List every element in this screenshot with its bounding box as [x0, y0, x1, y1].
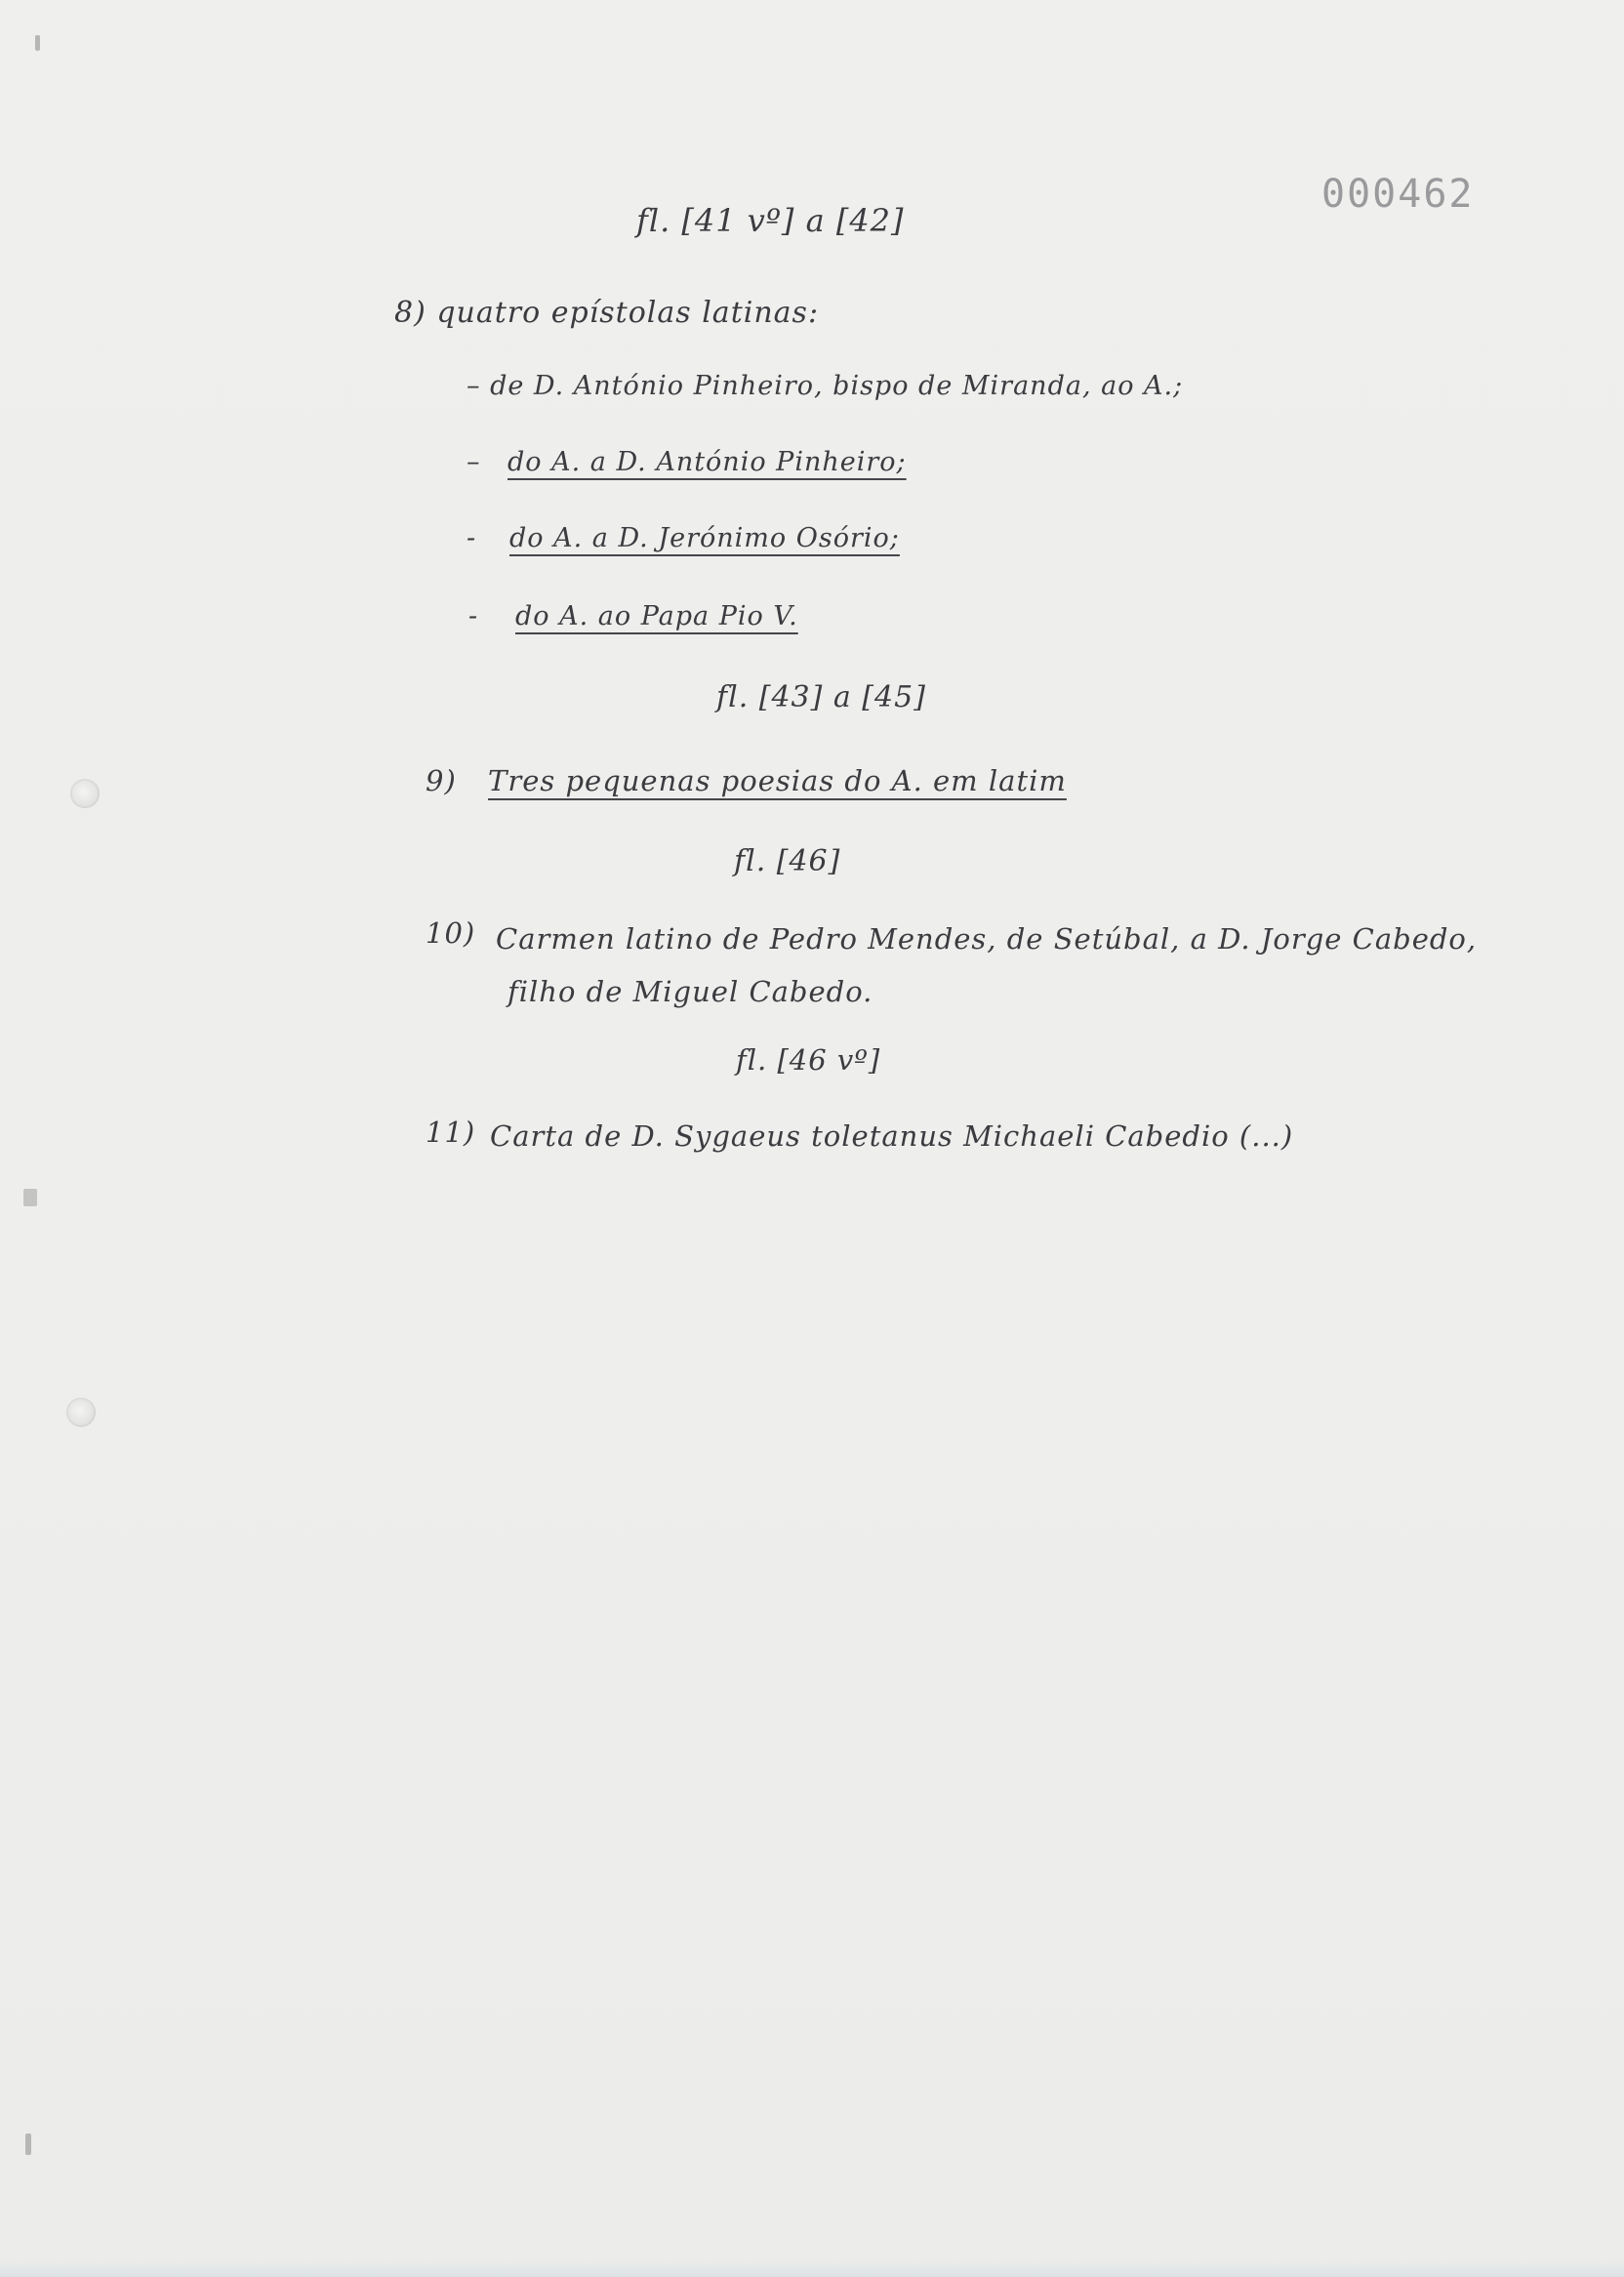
folio-heading: fl. [46 vº] [736, 1043, 881, 1077]
item-8-entry-4: do A. ao Papa Pio V. [515, 601, 798, 631]
paper-speck [25, 2134, 31, 2155]
folio-heading: fl. [43] a [45] [716, 680, 926, 714]
item-8-entry-2-dash: – [467, 447, 481, 477]
item-11-number: 11) [426, 1116, 476, 1149]
item-8-entry-3-dash: - [467, 523, 477, 553]
item-8-heading: 8) quatro epístolas latinas: [394, 296, 820, 330]
item-9-text: Tres pequenas poesias do A. em latim [488, 764, 1067, 797]
folio-heading: fl. [41 vº] a [42] [636, 202, 905, 239]
item-10-number: 10) [426, 916, 476, 950]
paper-speck [35, 35, 40, 51]
item-10-continuation: filho de Miguel Cabedo. [508, 975, 873, 1008]
paper-speck [23, 1189, 37, 1206]
item-8-entry-2: do A. a D. António Pinheiro; [508, 447, 907, 477]
item-8-entry-1: – de D. António Pinheiro, bispo de Miranda, ao A.; [467, 371, 1184, 401]
archive-stamp-number: 000462 [1321, 172, 1475, 217]
punch-hole-mark [66, 1398, 96, 1427]
folio-heading: fl. [46] [734, 844, 841, 878]
item-9-number: 9) [426, 764, 457, 797]
item-11-text: Carta de D. Sygaeus toletanus Michaeli Cabedio (...) [490, 1119, 1294, 1153]
item-8-entry-4-dash: - [468, 601, 479, 631]
item-8-entry-3: do A. a D. Jerónimo Osório; [509, 523, 900, 553]
item-10-text: Carmen latino de Pedro Mendes, de Setúbal, a D. Jorge Cabedo, [496, 922, 1478, 956]
punch-hole-mark [70, 779, 100, 808]
